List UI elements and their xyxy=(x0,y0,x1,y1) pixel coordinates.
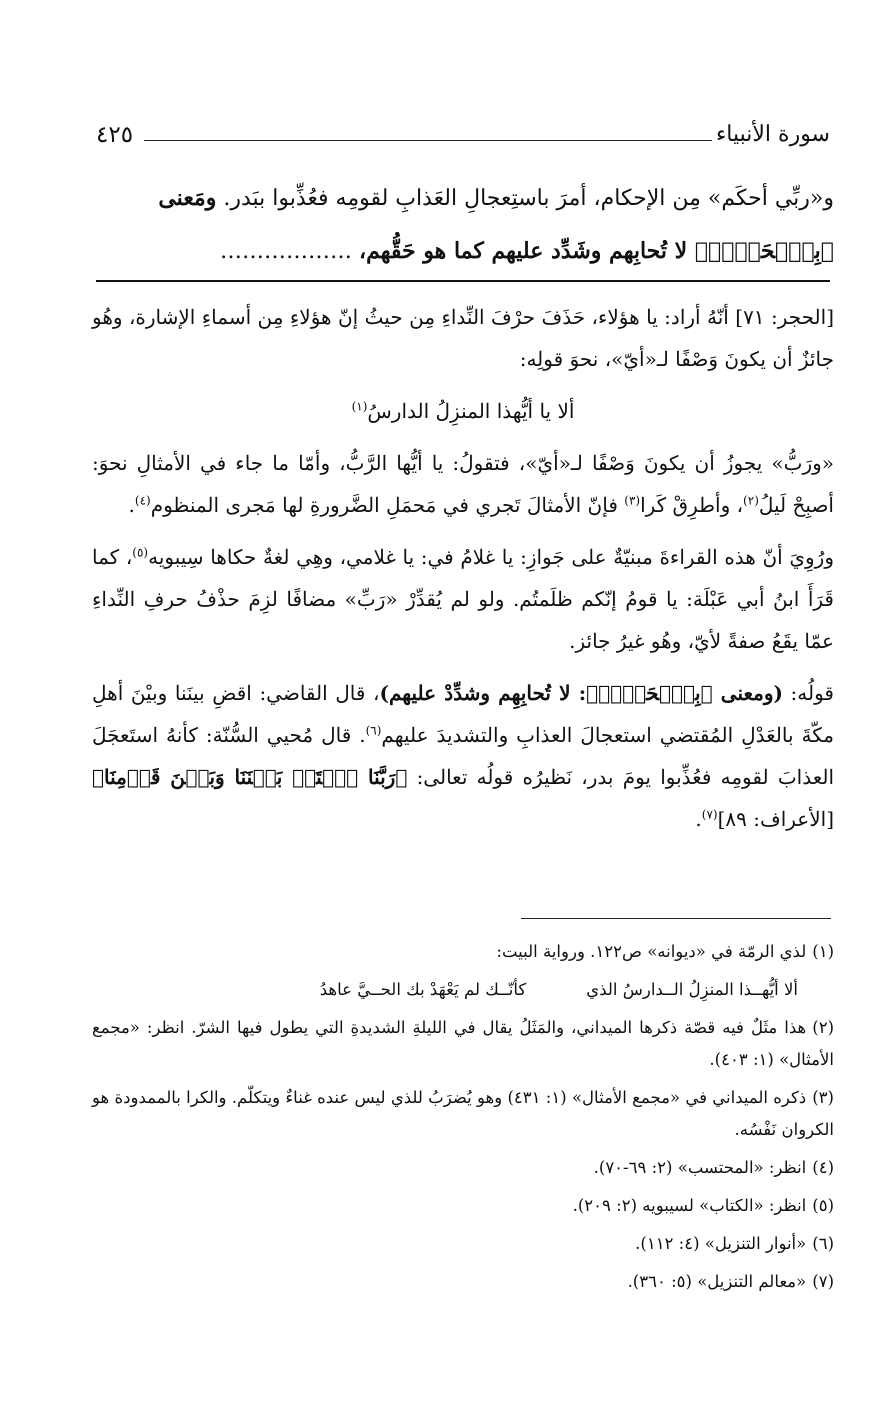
poem-verse-text: ألا يا أيُّهذا المنزِلُ الدارسُ xyxy=(367,399,575,423)
poem-hemistich-2: كأنّــك لم يَعْهَدْ بك الحــيَّ عاهدُ xyxy=(319,980,527,999)
footnote-7-number: (٧) xyxy=(812,1272,834,1291)
footnotes xyxy=(92,936,834,1304)
paragraph-4-text-c: . قال مُحيي السُّنّة: كأنهُ استَعجَلَ العذابَ لقومِه فعُذِّبوا يومَ بدر، نَظيرُه قولُه تعالى: xyxy=(92,723,834,789)
footnote-7 xyxy=(92,1266,834,1298)
footnote-7-text: «معالم التنزيل» (٥: ٣٦٠). xyxy=(627,1272,807,1291)
footnote-4-text: انظر: «المحتسب» (٢: ٦٩-٧٠). xyxy=(593,1158,807,1177)
footnotes-rule xyxy=(521,918,831,919)
main-tafsir-text xyxy=(92,172,834,278)
paragraph-3-text-a: ورُوِيَ أنّ هذه القراءةَ مبنيّةٌ على جَوازِ: يا غلامُ في: يا غلامي، وهِي لغةٌ حكاها سِيبويه xyxy=(148,545,834,569)
footnote-ref-1[interactable]: (١) xyxy=(351,399,368,414)
section-divider xyxy=(96,280,830,282)
paragraph-4 xyxy=(92,672,834,840)
paragraph-2 xyxy=(92,442,834,526)
paragraph-3-text-b: ، كما قَرَأَ ابنُ أبي عَبْلَة: يا قومُ إنّكم ظلَمتُم. ولو لم يُقدِّرْ «رَبِّ» مضافًا لزِمَ حذْفُ حرفِ النِّداءِ عمّا يقَعُ صفةً لأيّ، وهُو غيرُ جائز. xyxy=(92,545,834,653)
footnote-1 xyxy=(92,936,834,968)
footnote-2 xyxy=(92,1012,834,1076)
surah-title: سورة الأنبياء xyxy=(715,122,830,147)
paragraph-3 xyxy=(92,536,834,662)
footnote-6-text: «أنوار التنزيل» (٤: ١١٢). xyxy=(635,1234,807,1253)
footnote-ref-6[interactable]: (٦) xyxy=(365,723,382,738)
footnote-5 xyxy=(92,1190,834,1222)
footnote-2-number: (٢) xyxy=(812,1018,834,1037)
paragraph-2-text-a: «ورَبُّ» يجوزُ أن يكونَ وَصْفًا لـ«أيّ»، فتقولُ: يا أيُّها الرَّبُّ، وأمّا ما جاء في الأمثالِ نحوَ: أصبِحْ لَيلُ xyxy=(92,451,834,517)
footnote-ref-4[interactable]: (٤) xyxy=(134,493,151,508)
main-line-2-bold: ﴿بِٱلۡحَقِّۖ﴾ لا تُحابِهم وشَدِّد عليهم كما هو حَقُّهم، xyxy=(359,238,834,264)
paragraph-2-text-c: فإنّ الأمثالَ تَجري في مَحمَلِ الضَّرورةِ لها مَجرى المنظوم xyxy=(150,493,625,517)
main-line-1 xyxy=(92,172,834,225)
footnote-4-number: (٤) xyxy=(812,1158,834,1177)
footnote-3 xyxy=(92,1082,834,1146)
footnote-6 xyxy=(92,1228,834,1260)
header-rule xyxy=(144,140,712,141)
paragraph-4-bold: (ومعنى ﴿بِٱلۡحَقِّۖ﴾: لا تُحابِهِم وشدِّدْ عليهم) xyxy=(379,681,783,705)
footnote-6-number: (٦) xyxy=(812,1234,834,1253)
footnote-5-text: انظر: «الكتاب» لسيبويه (٢: ٢٠٩). xyxy=(572,1196,807,1215)
footnote-ref-7[interactable]: (٧) xyxy=(701,807,718,822)
paragraph-4-text-a: قولُه: xyxy=(782,681,834,705)
paragraph-1 xyxy=(92,296,834,380)
main-line-2 xyxy=(92,225,834,278)
paragraph-2-text-b: ، وأطرِقْ كَرا xyxy=(640,493,744,517)
paragraph-1-text: [الحجر: ٧١] أنّهُ أراد: يا هؤلاء، حَذَفَ حرْفَ النِّداءِ مِن حيثُ إنّ هؤلاءِ مِن أسماءِ الإشارة، وهُو جائزٌ أن يكونَ وَصْفًا لـ«أيّ»، نحوَ قولِه: xyxy=(92,305,835,371)
footnote-ref-2[interactable]: (٢) xyxy=(743,493,759,508)
poem-verse xyxy=(92,390,834,432)
commentary-body xyxy=(92,296,834,850)
paragraph-4-text-e: . xyxy=(695,807,702,831)
page-number: ٤٢٥ xyxy=(96,122,134,148)
footnote-1-poem xyxy=(92,974,834,1006)
poem-hemistich-1: ألا أيُّهــذا المنزِلُ الــدارسُ الذي xyxy=(586,980,798,999)
footnote-5-number: (٥) xyxy=(812,1196,834,1215)
footnote-3-text: ذكره الميداني في «مجمع الأمثال» (١: ٤٣١) وهو يُضرَبُ للذي ليس عنده غناءٌ ويتكلّم. والكرا بالممدودة هو الكروان نَفْسُه. xyxy=(92,1088,834,1139)
paragraph-4-text-d: [الأعراف: ٨٩] xyxy=(717,807,834,831)
footnote-4 xyxy=(92,1152,834,1184)
page-header xyxy=(96,118,830,152)
footnote-2-text: هذا مثَلٌ فيه قصّة ذكرها الميداني، والمَثَلُ يقال في الليلةِ الشديدةِ التي يطول فيها الشرّ. انظر: «مجمع الأمثال» (١: ٤٠٣). xyxy=(92,1018,834,1069)
main-line-2-dots: ……………… xyxy=(220,239,353,264)
main-line-1-text: و«ربِّي أحكَم» مِن الإحكام، أمرَ باستِعجالِ العَذابِ لقومِه فعُذِّبوا ببَدر. xyxy=(223,186,834,211)
footnote-1-number: (١) xyxy=(812,942,834,961)
footnote-ref-3[interactable]: (٣) xyxy=(624,493,641,508)
paragraph-2-text-d: . xyxy=(128,493,135,517)
paragraph-4-text-b: ، قال القاضي: اقضِ بينَنا وبيْنَ أهلِ مكّةَ بالعَدْلِ المُقتضي استعجالَ العذابِ والتشديدَ عليهم xyxy=(92,681,834,747)
footnote-3-number: (٣) xyxy=(812,1088,834,1107)
main-line-1-bold: ومَعنى xyxy=(158,185,217,211)
footnote-1-text: لذي الرمّة في «ديوانه» ص١٢٢. ورواية البيت: xyxy=(496,942,807,961)
quran-verse-quote: ﴿رَبَّنَا ٱفۡتَحۡ بَيۡنَنَا وَبَيۡنَ قَوۡمِنَا﴾ xyxy=(92,765,408,789)
footnote-ref-5[interactable]: (٥) xyxy=(132,545,149,560)
